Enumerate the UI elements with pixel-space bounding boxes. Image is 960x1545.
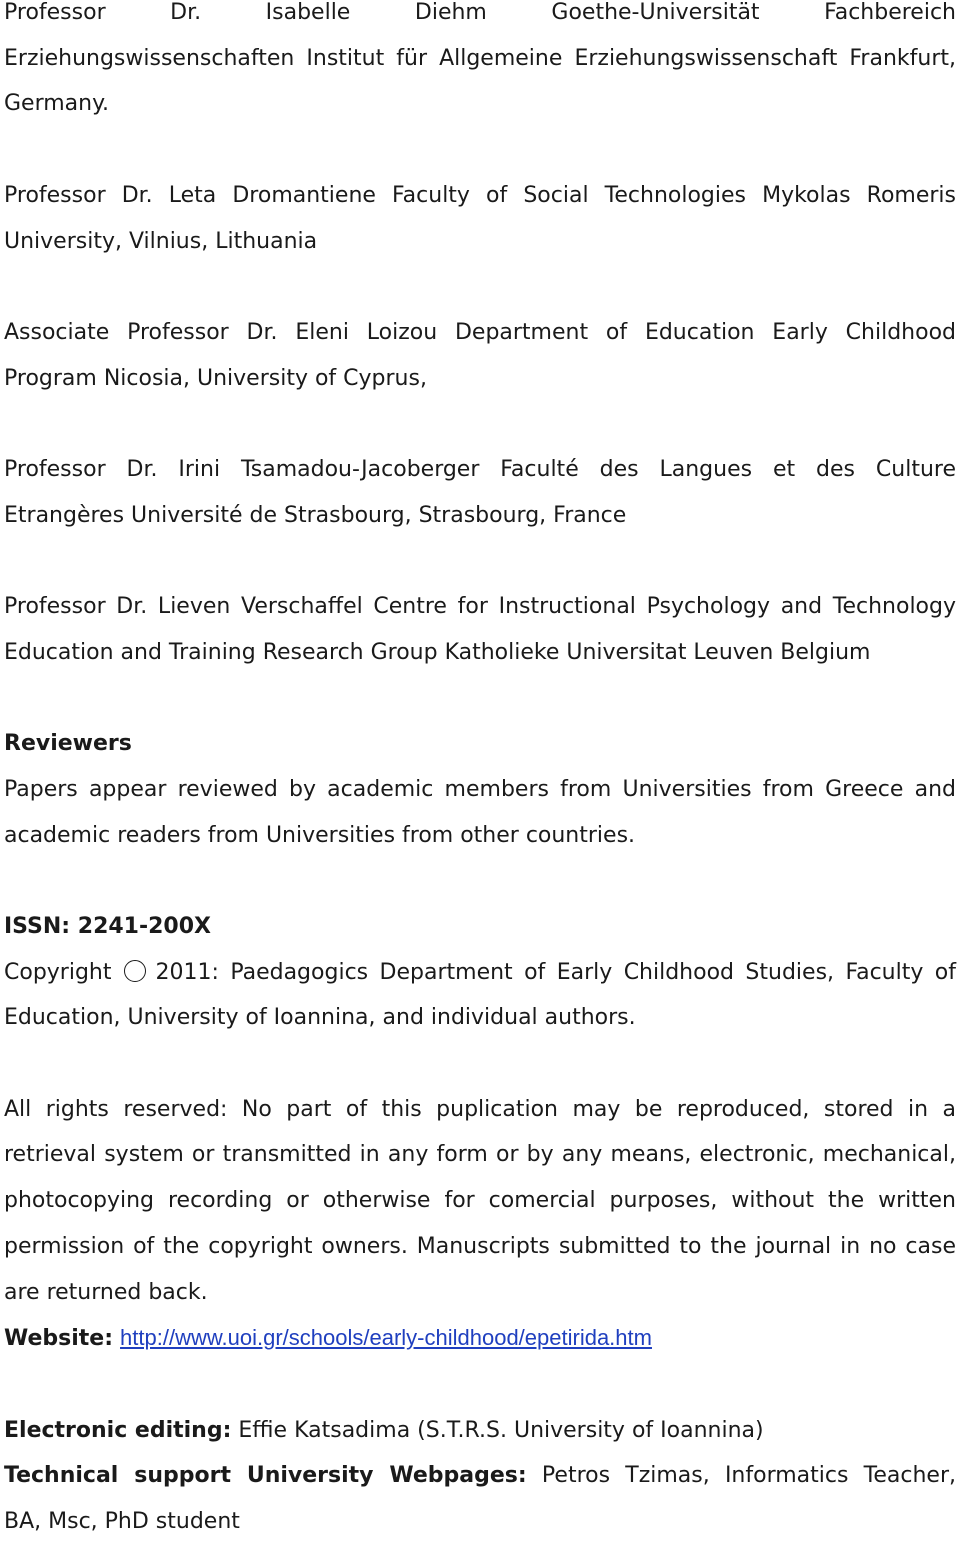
editor-line: Professor Dr. Isabelle Diehm Goethe-Universität Fachbereich: [4, 0, 956, 25]
editor-line: Professor Dr. Leta Dromantiene Faculty of Social Technologies Mykolas Romeris: [4, 182, 956, 208]
rights-line: retrieval system or transmitted in any form or by any means, electronic, mechanical,: [4, 1142, 956, 1168]
editor-line: Erziehungswissenschaften Institut für Allgemeine Erziehungswissenschaft Frankfurt,: [4, 45, 956, 71]
rights-line: permission of the copyright owners. Manuscripts submitted to the journal in no case: [4, 1233, 956, 1259]
technical-support-label: Technical support University Webpages:: [4, 1463, 527, 1489]
rights-line: All rights reserved: No part of this puplication may be reproduced, stored in a: [4, 1096, 956, 1122]
copyright-label: Copyright: [4, 959, 112, 985]
copyright-line: [4, 950, 956, 996]
editor-entry-loizou: [4, 310, 956, 401]
technical-support-line: [4, 1453, 956, 1499]
reviewers-heading: Reviewers: [4, 731, 132, 757]
editor-line: University, Vilnius, Lithuania: [4, 228, 318, 254]
editor-entry-tsamadou-jacoberger: [4, 447, 956, 538]
reviewers-text-line: academic readers from Universities from other countries.: [4, 822, 636, 848]
editor-line: Associate Professor Dr. Eleni Loizou Department of Education Early Childhood: [4, 319, 956, 345]
technical-support-line: BA, Msc, PhD student: [4, 1509, 240, 1535]
electronic-editing-line: [4, 1408, 956, 1454]
editor-line: Etrangères Université de Strasbourg, Strasbourg, France: [4, 502, 627, 528]
editor-entry-diehm: [4, 0, 956, 127]
editor-entry-dromantiene: [4, 173, 956, 264]
copyright-symbol-icon: [124, 960, 146, 982]
electronic-editing-value: Effie Katsadima (S.T.R.S. University of Ioannina): [238, 1417, 764, 1443]
editor-line: Professor Dr. Lieven Verschaffel Centre for Instructional Psychology and Technology: [4, 594, 956, 620]
editor-line: Germany.: [4, 91, 109, 117]
editor-entry-verschaffel: [4, 584, 956, 675]
editor-line: Program Nicosia, University of Cyprus,: [4, 365, 427, 391]
copyright-text: 2011: Paedagogics Department of Early Childhood Studies, Faculty of: [155, 959, 956, 985]
website-link[interactable]: http://www.uoi.gr/schools/early-childhood/epetirida.htm: [120, 1325, 652, 1351]
rights-section: [4, 1087, 956, 1316]
issn-number: ISSN: 2241-200X: [4, 913, 212, 939]
rights-line: are returned back.: [4, 1279, 208, 1305]
document-page: [4, 0, 956, 1545]
reviewers-section: [4, 721, 956, 858]
reviewers-text-line: Papers appear reviewed by academic members from Universities from Greece and: [4, 776, 956, 802]
issn-copyright-section: [4, 904, 956, 1041]
copyright-line: Education, University of Ioannina, and individual authors.: [4, 1005, 636, 1031]
technical-support-value: Petros Tzimas, Informatics Teacher,: [541, 1463, 956, 1489]
editor-line: Professor Dr. Irini Tsamadou-Jacoberger Faculté des Langues et des Culture: [4, 456, 956, 482]
rights-line: photocopying recording or otherwise for comercial purposes, without the written: [4, 1188, 956, 1214]
editor-line: Education and Training Research Group Katholieke Universitat Leuven Belgium: [4, 639, 871, 665]
website-line: [4, 1315, 956, 1362]
electronic-editing-label: Electronic editing:: [4, 1417, 232, 1443]
website-label: Website:: [4, 1326, 114, 1352]
